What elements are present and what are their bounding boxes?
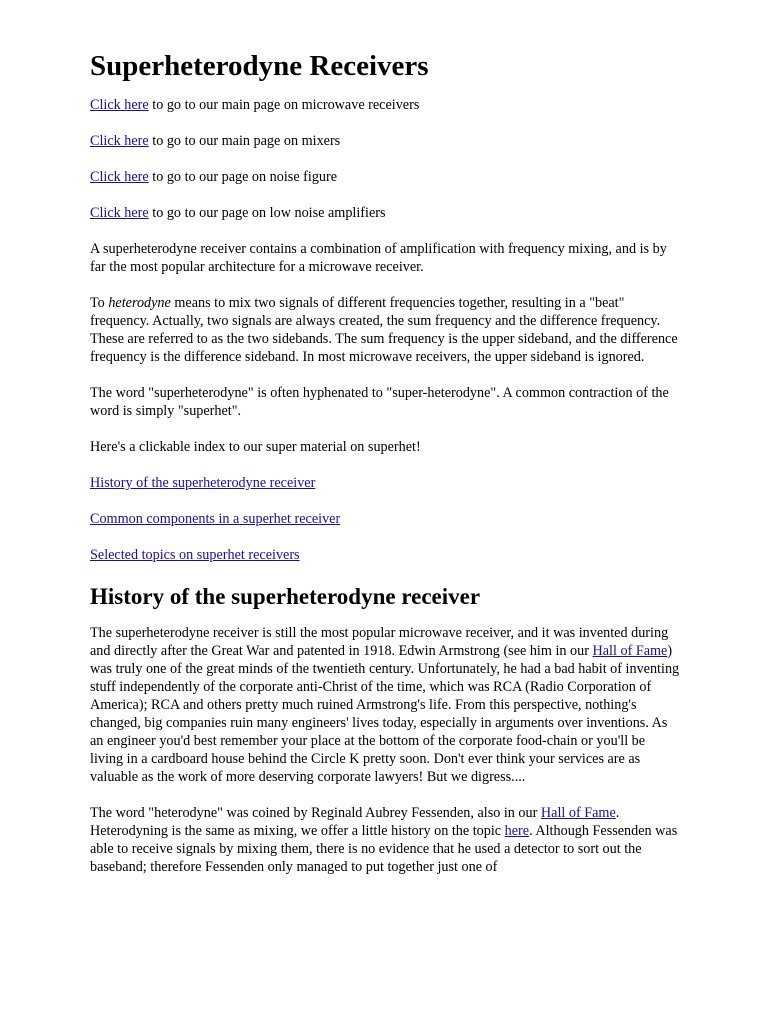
hall-of-fame-link[interactable]: Hall of Fame <box>592 643 668 659</box>
intro-paragraph: A superheterodyne receiver contains a combination of amplification with frequency mixing, and is by far the most popular architecture for a microwave receiver. <box>90 241 667 275</box>
paragraph-text: ) was truly one of the great minds of the twentieth century. Unfortunately, he had a bad habit of inventing stuff independently of the corporate anti-Christ of the time, which was RCA (Radio Corporation of America); RCA and others pretty much ruined Armstrong's life. From this perspective, nothing's changed, big companies ruin many engineers' lives today, especially in arguments over inventions. As an engineer you'd best remember your place at the bottom of the corporate food-chain or you'll be living in a cardboard house behind the Circle K pretty soon. Don't ever think your services are as valuable as the work of more deserving corporate lawyers! But we digress.... <box>90 643 680 785</box>
topics-index-link[interactable]: Selected topics on superhet receivers <box>90 547 300 563</box>
index-intro: Here's a clickable index to our super material on superhet! <box>90 439 421 455</box>
noise-figure-link[interactable]: Click here <box>90 169 149 185</box>
paragraph-text: The word "heterodyne" was coined by Reginald Aubrey Fessenden, also in our <box>90 805 541 821</box>
microwave-receivers-link[interactable]: Click here <box>90 97 149 113</box>
index-link-row <box>90 474 680 492</box>
heterodyne-paragraph <box>90 294 680 366</box>
paragraph-text: . Although Fessenden was able to receive signals by mixing them, there is no evidence that he used a detector to sort out the baseband; therefore Fessenden only managed to put together just one of <box>90 823 678 875</box>
nav-link-text: to go to our page on low noise amplifiers <box>148 205 386 221</box>
low-noise-amplifiers-link[interactable]: Click here <box>90 205 149 221</box>
index-link-row <box>90 510 680 528</box>
nav-link-row <box>90 132 680 150</box>
history-heading: History of the superheterodyne receiver <box>90 584 481 609</box>
emphasis-text: heterodyne <box>108 295 171 311</box>
nav-link-text: to go to our page on noise figure <box>148 169 338 185</box>
nav-link-row <box>90 96 680 114</box>
history-paragraph-1 <box>90 624 680 786</box>
paragraph-text: To <box>90 295 109 311</box>
article <box>90 48 680 894</box>
paragraph-text: means to mix two signals of different frequencies together, resulting in a "beat" frequency. Actually, two signals are always created, the sum frequency and the difference frequency. These are referred to as the two sidebands. The sum frequency is the upper sideband, and the difference frequency is the difference sideband. In most microwave receivers, the upper sideband is ignored. <box>90 295 678 365</box>
paragraph-text: The superheterodyne receiver is still the most popular microwave receiver, and it was invented during and directly after the Great War and patented in 1918. Edwin Armstrong (see him in our <box>90 625 669 659</box>
index-link-row <box>90 546 680 564</box>
page-title: Superheterodyne Receivers <box>90 50 429 82</box>
nav-link-text: to go to our main page on mixers <box>148 133 341 149</box>
hall-of-fame-link[interactable]: Hall of Fame <box>540 805 616 821</box>
history-paragraph-2 <box>90 804 680 876</box>
history-index-link[interactable]: History of the superheterodyne receiver <box>90 475 316 491</box>
components-index-link[interactable]: Common components in a superhet receiver <box>90 511 341 527</box>
nav-link-row <box>90 204 680 222</box>
word-paragraph: The word "superheterodyne" is often hyphenated to "super-heterodyne". A common contraction of the word is simply "superhet". <box>90 385 669 419</box>
mixers-link[interactable]: Click here <box>90 133 149 149</box>
paragraph-text: . Heterodyning is the same as mixing, we offer a little history on the topic <box>90 805 620 839</box>
nav-link-text: to go to our main page on microwave receivers <box>148 97 420 113</box>
heterodyne-history-link[interactable]: here <box>504 823 530 839</box>
nav-link-row <box>90 168 680 186</box>
